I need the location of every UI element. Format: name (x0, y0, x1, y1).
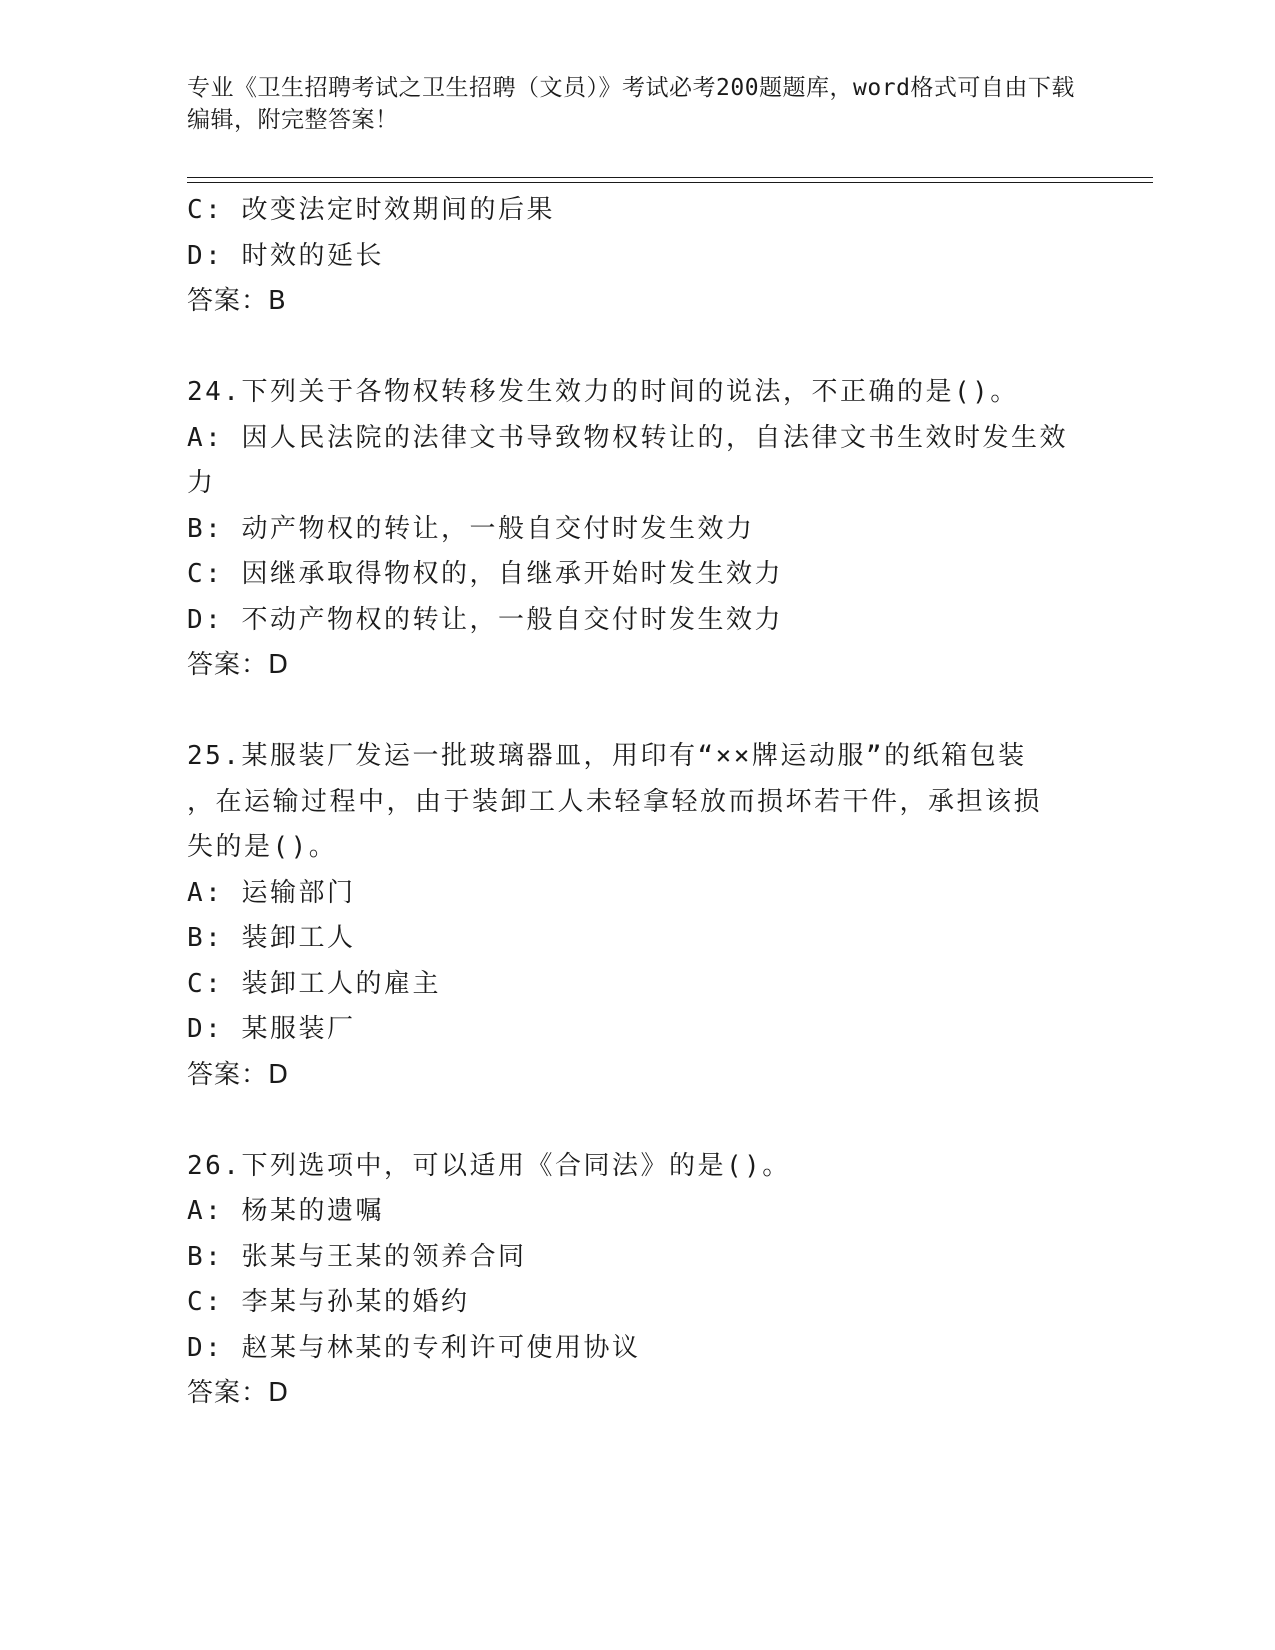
option-c: C: 改变法定时效期间的后果 (187, 195, 555, 225)
option-a: A: 运输部门 (187, 877, 356, 908)
option-a: A: 因人民法院的法律文书导致物权转让的，自法律文书生效时发生效 (187, 422, 1068, 453)
answer-label: 答案： (187, 1059, 269, 1090)
option-b: B: 张某与王某的领养合同 (187, 1241, 527, 1272)
option-d: D: 不动产物权的转让，一般自交付时发生效力 (187, 604, 783, 635)
question-fragment (187, 188, 1087, 325)
question-24 (187, 370, 1087, 689)
option-d: D: 赵某与林某的专利许可使用协议 (187, 1332, 641, 1363)
question-stem: 25.某服装厂发运一批玻璃器皿，用印有“××牌运动服”的纸箱包装 (187, 741, 1027, 771)
answer-row (187, 1371, 1087, 1417)
option-d: D: 时效的延长 (187, 240, 384, 271)
answer-value: D (268, 1059, 289, 1090)
page-header: 专业《卫生招聘考试之卫生招聘（文员）》考试必考200题题库，word格式可自由下载编辑，附完整答案！ (187, 75, 1075, 133)
answer-value: D (268, 650, 289, 680)
option-c: C: 李某与孙某的婚约 (187, 1287, 470, 1317)
question-25 (187, 734, 1087, 1098)
answer-label: 答案： (187, 286, 269, 316)
question-stem: 24.下列关于各物权转移发生效力的时间的说法，不正确的是()。 (187, 377, 1019, 407)
header-rule-top (187, 177, 1153, 178)
answer-value: B (268, 286, 286, 316)
answer-row (187, 279, 1087, 325)
option-c: C: 因继承取得物权的，自继承开始时发生效力 (187, 559, 783, 589)
question-26 (187, 1144, 1087, 1417)
document-body (187, 188, 1087, 1417)
option-c: C: 装卸工人的雇主 (187, 968, 441, 999)
option-d: D: 某服装厂 (187, 1014, 356, 1044)
option-a: A: 杨某的遗嘱 (187, 1196, 384, 1226)
question-stem: 26.下列选项中，可以适用《合同法》的是()。 (187, 1150, 791, 1181)
answer-row (187, 1053, 1087, 1099)
answer-row (187, 643, 1087, 689)
answer-label: 答案： (187, 650, 269, 680)
header-rule-bottom (187, 182, 1153, 183)
answer-value: D (268, 1378, 289, 1408)
question-stem-line-2: ，在运输过程中，由于装卸工人未轻拿轻放而损坏若干件，承担该损 (187, 786, 1043, 817)
option-b: B: 装卸工人 (187, 923, 356, 953)
option-a-continued: 力 (187, 468, 216, 498)
answer-label: 答案： (187, 1378, 269, 1408)
option-b: B: 动产物权的转让，一般自交付时发生效力 (187, 513, 755, 544)
question-stem-line-3: 失的是()。 (187, 832, 338, 862)
